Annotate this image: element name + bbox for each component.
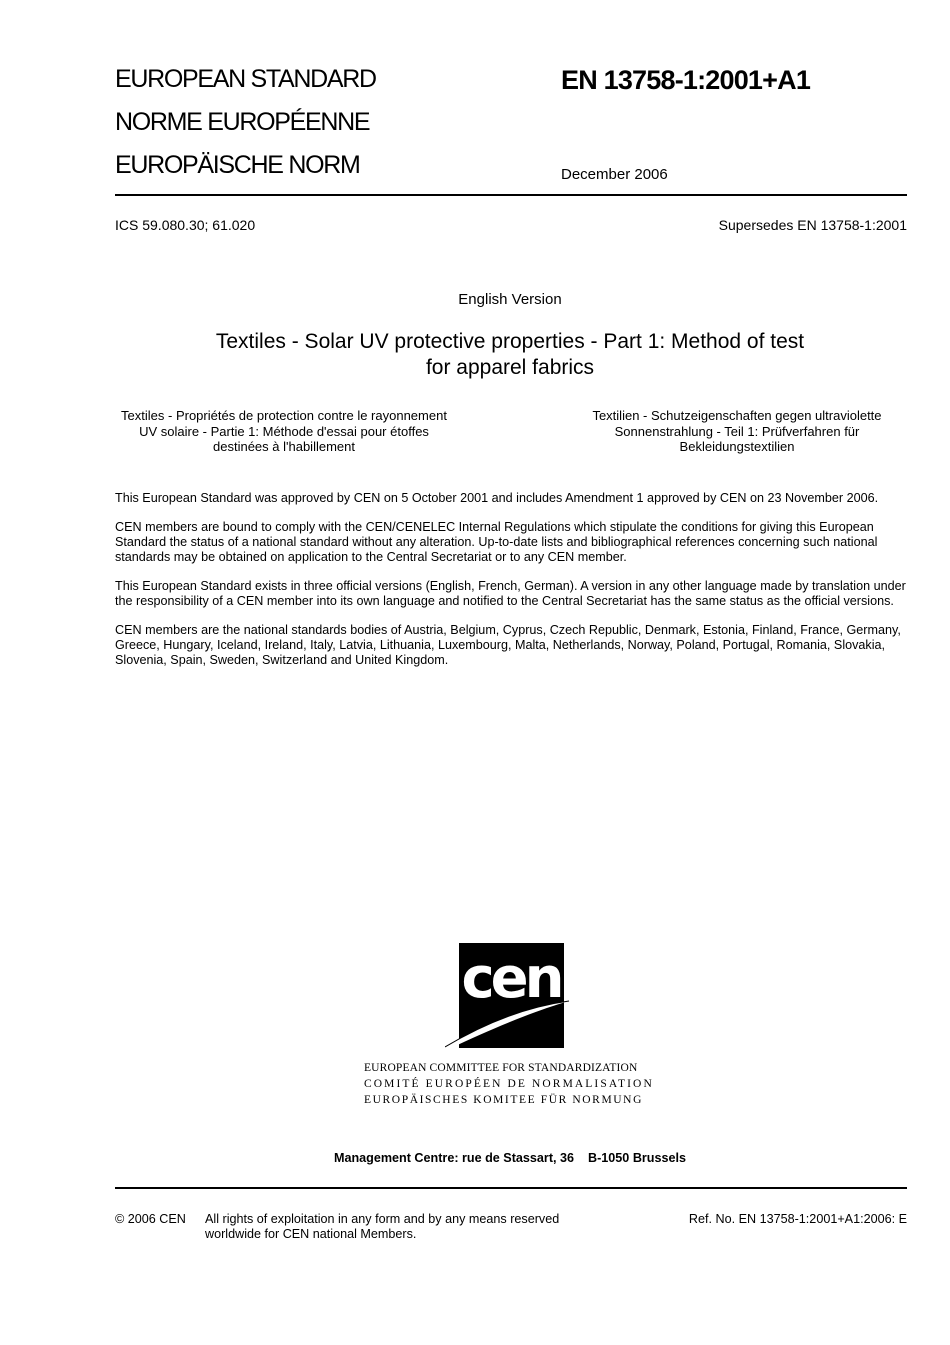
document-title (140, 329, 880, 381)
versions-paragraph: This European Standard exists in three official versions (English, French, German). A version in any other language made by translation under the responsibility of a CEN member into its own language and notified to the Central Secretariat has the same status as the official versions. (115, 579, 906, 608)
footer-divider (115, 1187, 907, 1189)
cen-logo-icon (445, 943, 580, 1054)
german-title-line: Sonnenstrahlung - Teil 1: Prüfverfahren für (614, 423, 860, 439)
document-title-line: for apparel fabrics (425, 356, 595, 379)
compliance-paragraph: CEN members are bound to comply with the CEN/CENELEC Internal Regulations which stipulate the conditions for giving this European Standard the status of a national standard without any alteration. Up-to-date lists and bibliographical references concerning such national standards may be obtained on application to the Central Secretariat or to any CEN member. (115, 520, 878, 564)
french-title-line: UV solaire - Partie 1: Méthode d'essai pour étoffes (139, 423, 429, 439)
publication-date: December 2006 (561, 166, 668, 183)
german-title-line: Bekleidungstextilien (679, 439, 795, 454)
members-paragraph: CEN members are the national standards bodies of Austria, Belgium, Cyprus, Czech Republic, Denmark, Estonia, Finland, France, Germany, Greece, Hungary, Iceland, Ireland, Italy, Latvia, Lithuania, Luxembourg, Malta, Netherlands, Norway, Poland, Portugal, Romania, Slovakia, Slovenia, Spain, Sweden, Switzerland and United Kingdom. (115, 623, 901, 667)
supersedes-note: Supersedes EN 13758-1:2001 (718, 217, 907, 233)
version-label: English Version (458, 291, 562, 308)
rights-line: All rights of exploitation in any form and by any means reserved (205, 1212, 560, 1226)
rights-line: worldwide for CEN national Members. (205, 1227, 417, 1241)
cen-logo-text: cen (461, 946, 561, 1011)
german-title (567, 408, 907, 455)
management-address: Management Centre: rue de Stassart, 36 B-1050 Brussels (333, 1151, 687, 1165)
standard-number: EN 13758-1:2001+A1 (561, 65, 811, 95)
title-de: EUROPÄISCHE NORM (115, 151, 360, 179)
french-title-line: destinées à l'habillement (213, 439, 355, 454)
body-text (115, 491, 910, 682)
french-title (114, 408, 454, 455)
ics-code: ICS 59.080.30; 61.020 (115, 217, 256, 233)
committee-en: EUROPEAN COMMITTEE FOR STANDARDIZATION (364, 1062, 638, 1074)
french-title-line: Textiles - Propriétés de protection contre le rayonnement (121, 408, 447, 423)
committee-de: EUROPÄISCHES KOMITEE FÜR NORMUNG (364, 1094, 643, 1106)
title-en: EUROPEAN STANDARD (115, 65, 376, 93)
copyright: © 2006 CEN (115, 1212, 186, 1226)
approval-paragraph: This European Standard was approved by CEN on 5 October 2001 and includes Amendment 1 approved by CEN on 23 November 2006. (115, 491, 879, 505)
german-title-line: Textilien - Schutzeigenschaften gegen ultraviolette (592, 408, 882, 423)
title-fr: NORME EUROPÉENNE (115, 108, 370, 136)
header-divider (115, 194, 907, 196)
committee-fr: COMITÉ EUROPÉEN DE NORMALISATION (364, 1078, 654, 1090)
document-title-line: Textiles - Solar UV protective properties - Part 1: Method of test (215, 330, 805, 353)
rights-notice (205, 1212, 605, 1242)
reference-number: Ref. No. EN 13758-1:2001+A1:2006: E (688, 1212, 907, 1226)
